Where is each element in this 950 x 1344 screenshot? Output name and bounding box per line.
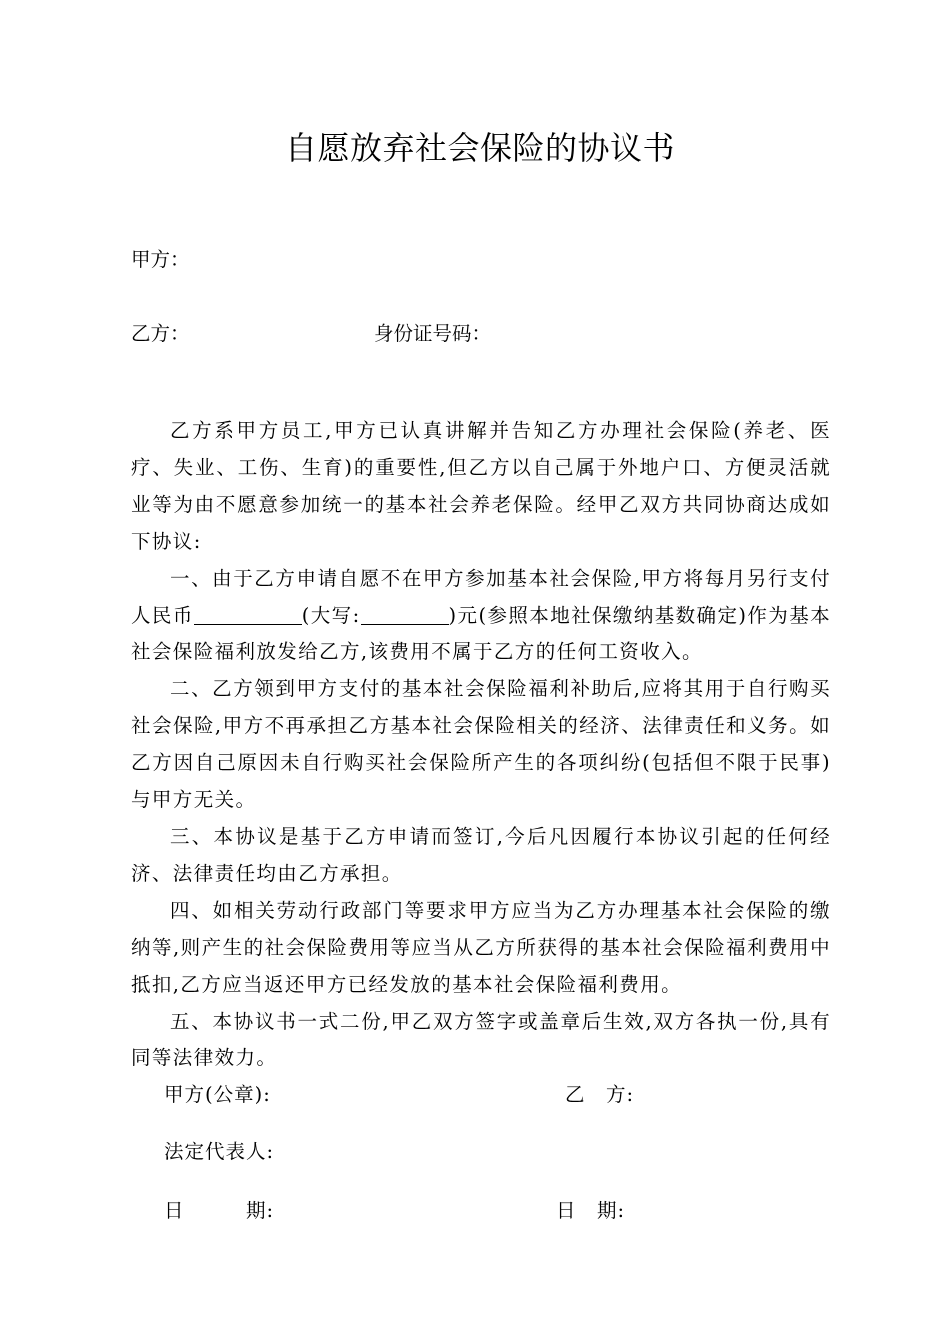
legal-representative-label: 法定代表人: — [164, 1140, 275, 1163]
party-b-field: 乙方： — [131, 322, 190, 345]
intro-paragraph: 乙方系甲方员工,甲方已认真讲解并告知乙方办理社会保险(养老、医疗、失业、工伤、生育)的重要性,但乙方以自己属于外地户口、方便灵活就业等为由不愿意参加统一的基本社会养老保险。经甲乙双方共同协商达成如下协议: — [131, 419, 831, 553]
clause-1-text-c: )元(参照本地社保缴纳基数确定)作为基本社会保险福利放发给乙方,该费用不属于乙方的任何工资收入。 — [131, 603, 832, 664]
clause-1-text-a: 一、由于乙方申请自愿不在甲方参加基本社会保险,甲方将每月另行支付人民币 — [131, 566, 831, 627]
clause-5: 五、本协议书一式二份,甲乙双方签字或盖章后生效,双方各执一份,具有同等法律效力。 — [131, 1009, 831, 1070]
clause-3: 三、本协议是基于乙方申请而签订,今后凡因履行本协议引起的任何经济、法律责任均由乙方承担。 — [131, 824, 831, 885]
clause-2: 二、乙方领到甲方支付的基本社会保险福利补助后,应将其用于自行购买社会保险,甲方不再承担乙方基本社会保险相关的经济、法律责任和义务。如乙方因自己原因未自行购买社会保险所产生的各项纠纷(包括但不限于民事)与甲方无关。 — [131, 677, 831, 812]
amount-in-words-blank — [361, 602, 449, 625]
clause-1 — [131, 561, 831, 672]
document-title: 自愿放弃社会保险的协议书 — [284, 129, 675, 167]
party-b-sign-label: 乙 方: — [565, 1083, 635, 1106]
party-a-date-label: 日 期: — [164, 1199, 275, 1222]
agreement-body — [131, 413, 831, 1077]
clause-1-text-b: (大写: — [301, 603, 361, 627]
id-number-field: 身份证号码： — [374, 322, 492, 345]
clause-4: 四、如相关劳动行政部门等要求甲方应当为乙方办理基本社会保险的缴纳等,则产生的社会保险费用等应当从乙方所获得的基本社会保险福利费用中抵扣,乙方应当返还甲方已经发放的基本社会保险福利费用。 — [131, 898, 831, 996]
party-b-date-label: 日 期: — [556, 1199, 626, 1222]
party-a-field: 甲方： — [131, 248, 190, 271]
party-a-seal-label: 甲方(公章): — [164, 1083, 271, 1106]
amount-blank — [194, 602, 302, 625]
